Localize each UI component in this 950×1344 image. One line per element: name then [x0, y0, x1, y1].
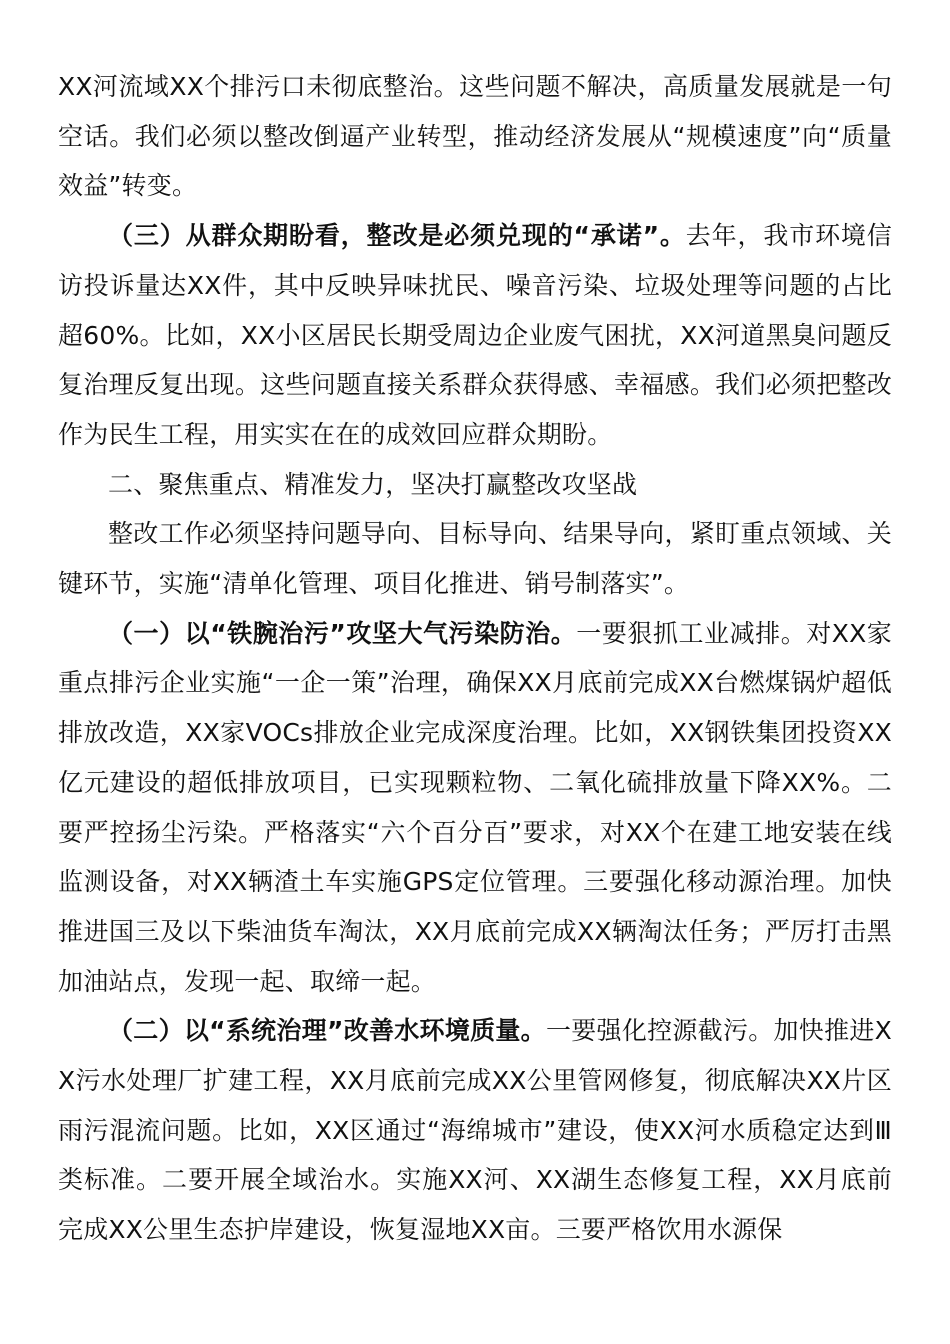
paragraph-intro	[58, 509, 892, 608]
section-heading-text: 二、聚焦重点、精准发力，坚决打赢整改攻坚战	[108, 469, 638, 499]
paragraph-body: 去年，我市环境信访投诉量达XX件，其中反映异味扰民、噪音污染、垃圾处理等问题的占比超60%。比如，XX小区居民长期受周边企业废气困扰，XX河道黑臭问题反复治理反复出现。这些问题直接关系群众获得感、幸福感。我们必须把整改作为民生工程，用实实在在的成效回应群众期盼。	[58, 221, 892, 449]
paragraph-heading: （三）从群众期盼看，整改是必须兑现的“承诺”。	[108, 221, 686, 251]
paragraph-subsection-2	[58, 1006, 892, 1255]
paragraph-subsection-1	[58, 609, 892, 1007]
section-heading-2	[58, 460, 892, 510]
paragraph-continuation	[58, 62, 892, 211]
paragraph-body: 整改工作必须坚持问题导向、目标导向、结果导向，紧盯重点领域、关键环节，实施“清单化管理、项目化推进、销号制落实”。	[58, 519, 892, 599]
paragraph-heading: （一）以“铁腕治污”攻坚大气污染防治。	[108, 618, 577, 648]
paragraph-body: 一要狠抓工业减排。对XX家重点排污企业实施“一企一策”治理，确保XX月底前完成XX台燃煤锅炉超低排放改造，XX家VOCs排放企业完成深度治理。比如，XX钢铁集团投资XX亿元建设的超低排放项目，已实现颗粒物、二氧化硫排放量下降XX%。二要严控扬尘污染。严格落实“六个百分百”要求，对XX个在建工地安装在线监测设备，对XX辆渣土车实施GPS定位管理。三要强化移动源治理。加快推进国三及以下柴油货车淘汰，XX月底前完成XX辆淘汰任务；严厉打击黑加油站点，发现一起、取缔一起。	[58, 618, 892, 996]
document-page	[58, 62, 892, 1255]
paragraph-body: 一要强化控源截污。加快推进XX污水处理厂扩建工程，XX月底前完成XX公里管网修复，彻底解决XX片区雨污混流问题。比如，XX区通过“海绵城市”建设，使XX河水质稳定达到Ⅲ类标准。二要开展全域治水。实施XX河、XX湖生态修复工程，XX月底前完成XX公里生态护岸建设，恢复湿地XX亩。三要严格饮用水源保	[58, 1016, 892, 1245]
paragraph-heading: （二）以“系统治理”改善水环境质量。	[108, 1016, 546, 1046]
paragraph-body: XX河流域XX个排污口未彻底整治。这些问题不解决，高质量发展就是一句空话。我们必须以整改倒逼产业转型，推动经济发展从“规模速度”向“质量效益”转变。	[58, 72, 892, 201]
paragraph-section-3	[58, 211, 892, 460]
